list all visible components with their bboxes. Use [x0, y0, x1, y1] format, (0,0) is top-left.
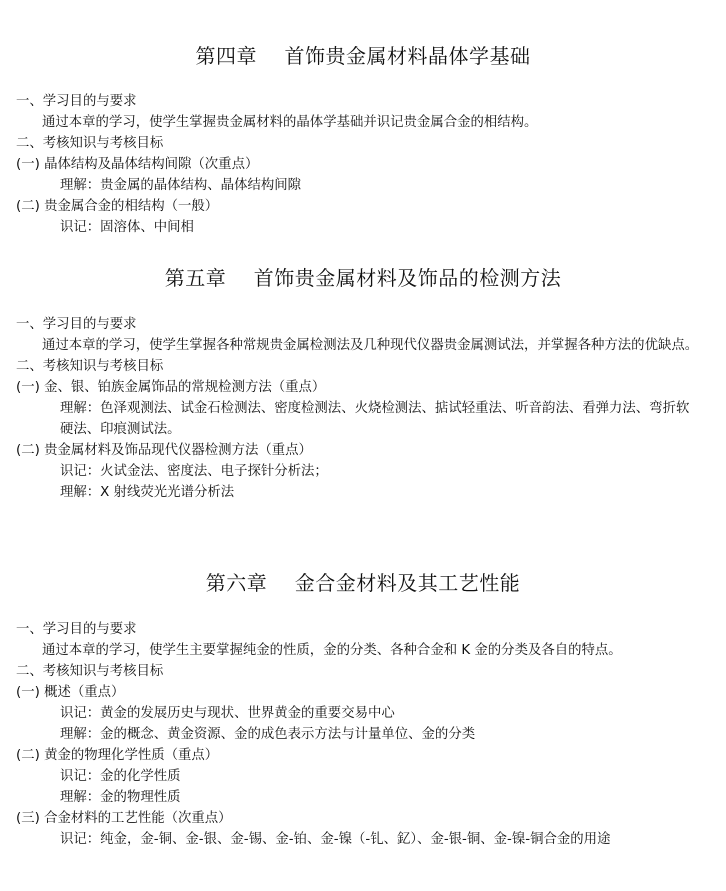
list-item: 识记：固溶体、中间相 [60, 220, 194, 235]
section-heading: 二、考核知识与考核目标 [16, 136, 164, 151]
list-item: 理解：贵金属的晶体结构、晶体结构间隙 [60, 178, 302, 193]
list-item: 识记：火试金法、密度法、电子探针分析法； [60, 464, 328, 479]
list-item: 理解：金的概念、黄金资源、金的成色表示方法与计量单位、金的分类 [60, 727, 476, 742]
section-heading: 一、学习目的与要求 [16, 317, 137, 332]
list-item: 识记：纯金，金-铜、金-银、金-锡、金-铂、金-镍（-钆、釔）、金-银-铜、金-镍-铜合金的用途 [60, 832, 611, 847]
list-item: 理解：X 射线荧光光谱分析法 [60, 485, 235, 500]
chapter-title: 第五章 首饰贵金属材料及饰品的检测方法 [164, 266, 562, 290]
chapter-title: 第四章 首饰贵金属材料晶体学基础 [195, 44, 531, 68]
subsection-heading: (三) 合金材料的工艺性能（次重点） [16, 811, 232, 826]
section-heading: 一、学习目的与要求 [16, 94, 137, 109]
paragraph: 通过本章的学习，使学生掌握各种常规贵金属检测法及几种现代仪器贵金属测试法，并掌握各种方法的优缺点。 [42, 338, 699, 353]
section-heading: 一、学习目的与要求 [16, 622, 137, 637]
list-item: 理解：金的物理性质 [60, 790, 181, 805]
list-item: 理解：色泽观测法、试金石检测法、密度检测法、火烧检测法、掂试轻重法、听音韵法、看弹力法、弯折软 [60, 401, 690, 416]
paragraph: 通过本章的学习，使学生主要掌握纯金的性质，金的分类、各种合金和 K 金的分类及各自的特点。 [42, 643, 622, 658]
subsection-heading: (二) 贵金属合金的相结构（一般） [16, 199, 219, 214]
subsection-heading: (一) 金、银、铂族金属饰品的常规检测方法（重点） [16, 380, 326, 395]
subsection-heading: (一) 晶体结构及晶体结构间隙（次重点） [16, 157, 259, 172]
subsection-heading: (二) 黄金的物理化学性质（重点） [16, 748, 219, 763]
section-heading: 二、考核知识与考核目标 [16, 664, 164, 679]
list-item: 识记：黄金的发展历史与现状、世界黄金的重要交易中心 [60, 706, 395, 721]
subsection-heading: (一) 概述（重点） [16, 685, 125, 700]
section-heading: 二、考核知识与考核目标 [16, 359, 164, 374]
list-item-continuation: 硬法、印痕测试法。 [60, 422, 181, 437]
paragraph: 通过本章的学习，使学生掌握贵金属材料的晶体学基础并识记贵金属合金的相结构。 [42, 115, 538, 130]
chapter-title: 第六章 金合金材料及其工艺性能 [205, 571, 521, 595]
list-item: 识记：金的化学性质 [60, 769, 181, 784]
subsection-heading: (二) 贵金属材料及饰品现代仪器检测方法（重点） [16, 443, 312, 458]
